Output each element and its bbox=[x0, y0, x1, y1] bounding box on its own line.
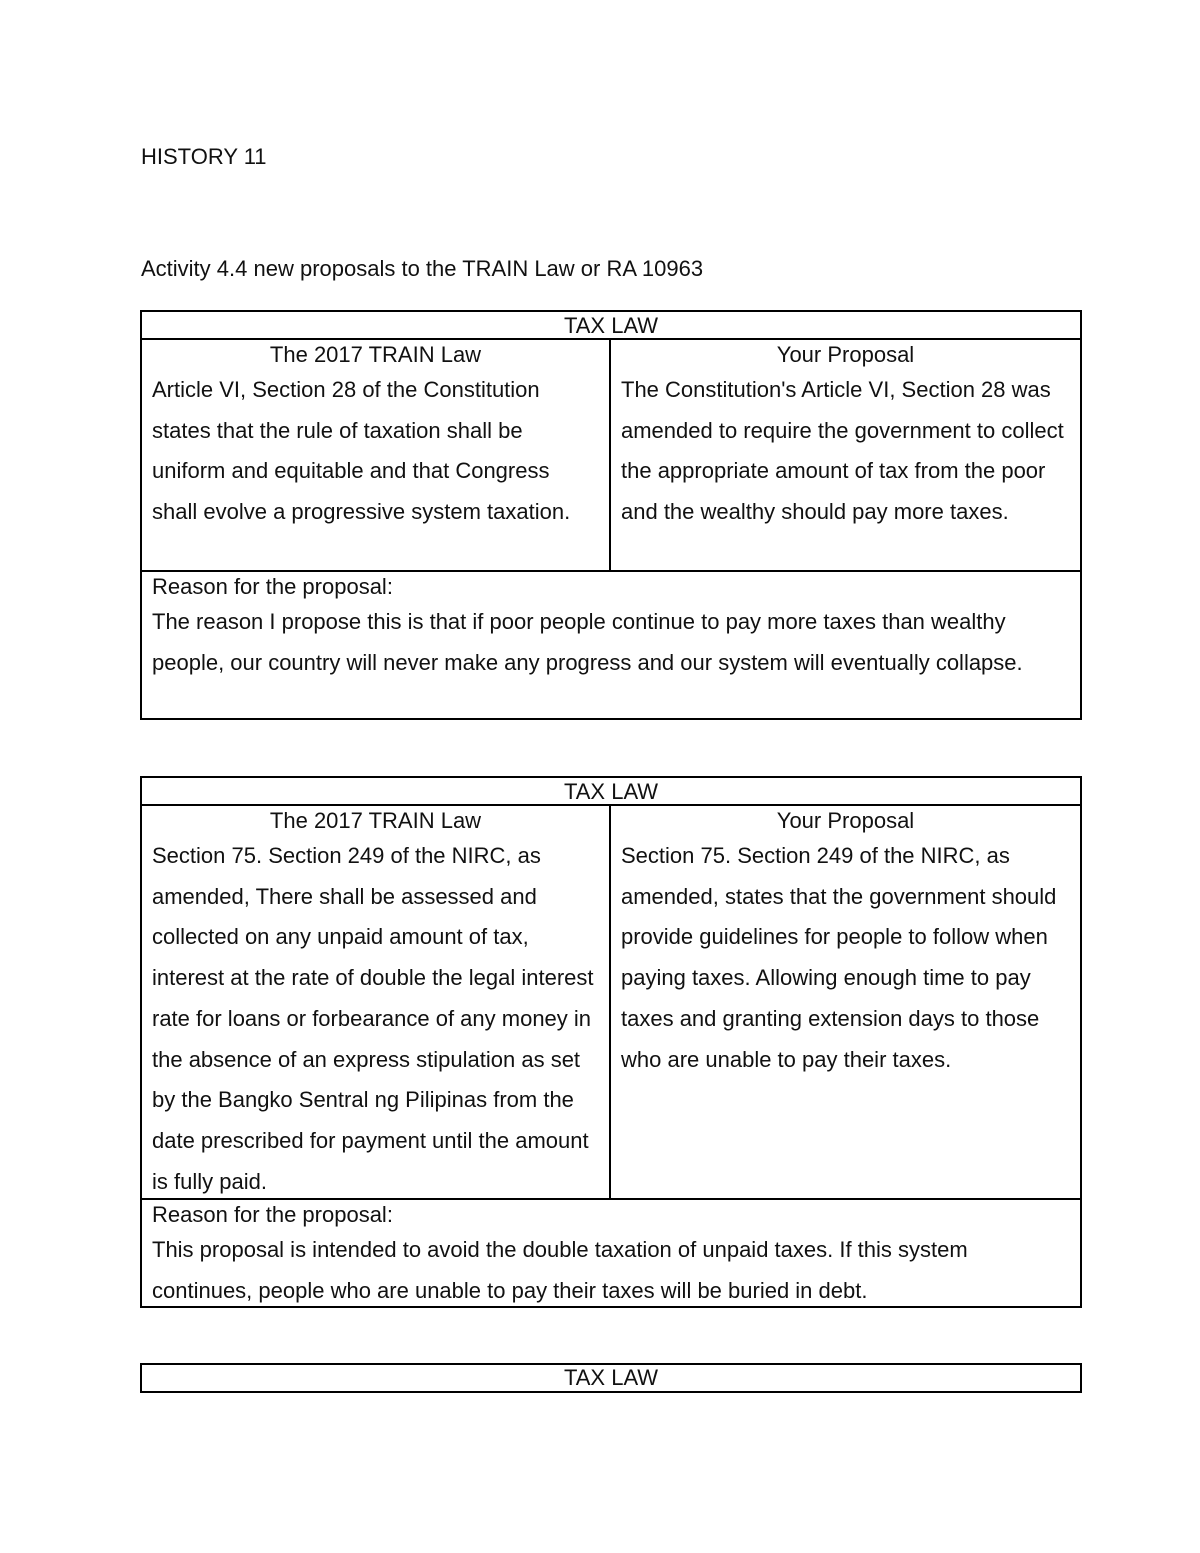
document-title: HISTORY 11 bbox=[141, 144, 267, 169]
proposal-text: Section 75. Section 249 of the NIRC, as amended, states that the government should provide guidelines for people to follow when paying taxes. Allowing enough time to pay taxes and granting extension days to those who are unable to pay their taxes. bbox=[621, 843, 1057, 1072]
proposal-column bbox=[611, 340, 1080, 570]
reason-row bbox=[142, 572, 1080, 720]
table-header: TAX LAW bbox=[142, 778, 1080, 806]
proposal-text: The Constitution's Article VI, Section 28 was amended to require the government to collect the appropriate amount of tax from the poor and the wealthy should pay more taxes. bbox=[621, 377, 1064, 525]
tax-law-table bbox=[140, 1363, 1082, 1393]
reason-text: The reason I propose this is that if poor people continue to pay more taxes than wealthy people, our country will never make any progress and our system will eventually collapse. bbox=[152, 609, 1023, 675]
tax-law-table bbox=[140, 310, 1082, 720]
train-law-heading: The 2017 TRAIN Law bbox=[269, 808, 482, 833]
reason-row bbox=[142, 1200, 1080, 1308]
reason-heading: Reason for the proposal: bbox=[152, 574, 393, 599]
train-law-text: Article VI, Section 28 of the Constitution states that the rule of taxation shall be uniform and equitable and that Congress shall evolve a progressive system taxation. bbox=[152, 377, 571, 525]
reason-heading: Reason for the proposal: bbox=[152, 1202, 393, 1227]
table-header: TAX LAW bbox=[563, 1365, 659, 1390]
proposal-column bbox=[611, 806, 1080, 1198]
reason-text: This proposal is intended to avoid the double taxation of unpaid taxes. If this system continues, people who are unable to pay their taxes will be buried in debt. bbox=[152, 1237, 968, 1303]
proposal-heading: Your Proposal bbox=[776, 808, 915, 833]
proposal-heading: Your Proposal bbox=[776, 342, 915, 367]
comparison-row bbox=[142, 340, 1080, 572]
table-header: TAX LAW bbox=[142, 312, 1080, 340]
train-law-text: Section 75. Section 249 of the NIRC, as amended, There shall be assessed and collected on any unpaid amount of tax, interest at the rate of double the legal interest rate for loans or forbearance of any money in the absence of an express stipulation as set by the Bangko Sentral ng Pilipinas from the date prescribed for payment until the amount is fully paid. bbox=[152, 843, 594, 1194]
train-law-heading: The 2017 TRAIN Law bbox=[269, 342, 482, 367]
comparison-row bbox=[142, 806, 1080, 1200]
tax-law-table bbox=[140, 776, 1082, 1308]
train-law-column bbox=[142, 806, 611, 1198]
activity-title: Activity 4.4 new proposals to the TRAIN Law or RA 10963 bbox=[141, 256, 704, 281]
train-law-column bbox=[142, 340, 611, 570]
